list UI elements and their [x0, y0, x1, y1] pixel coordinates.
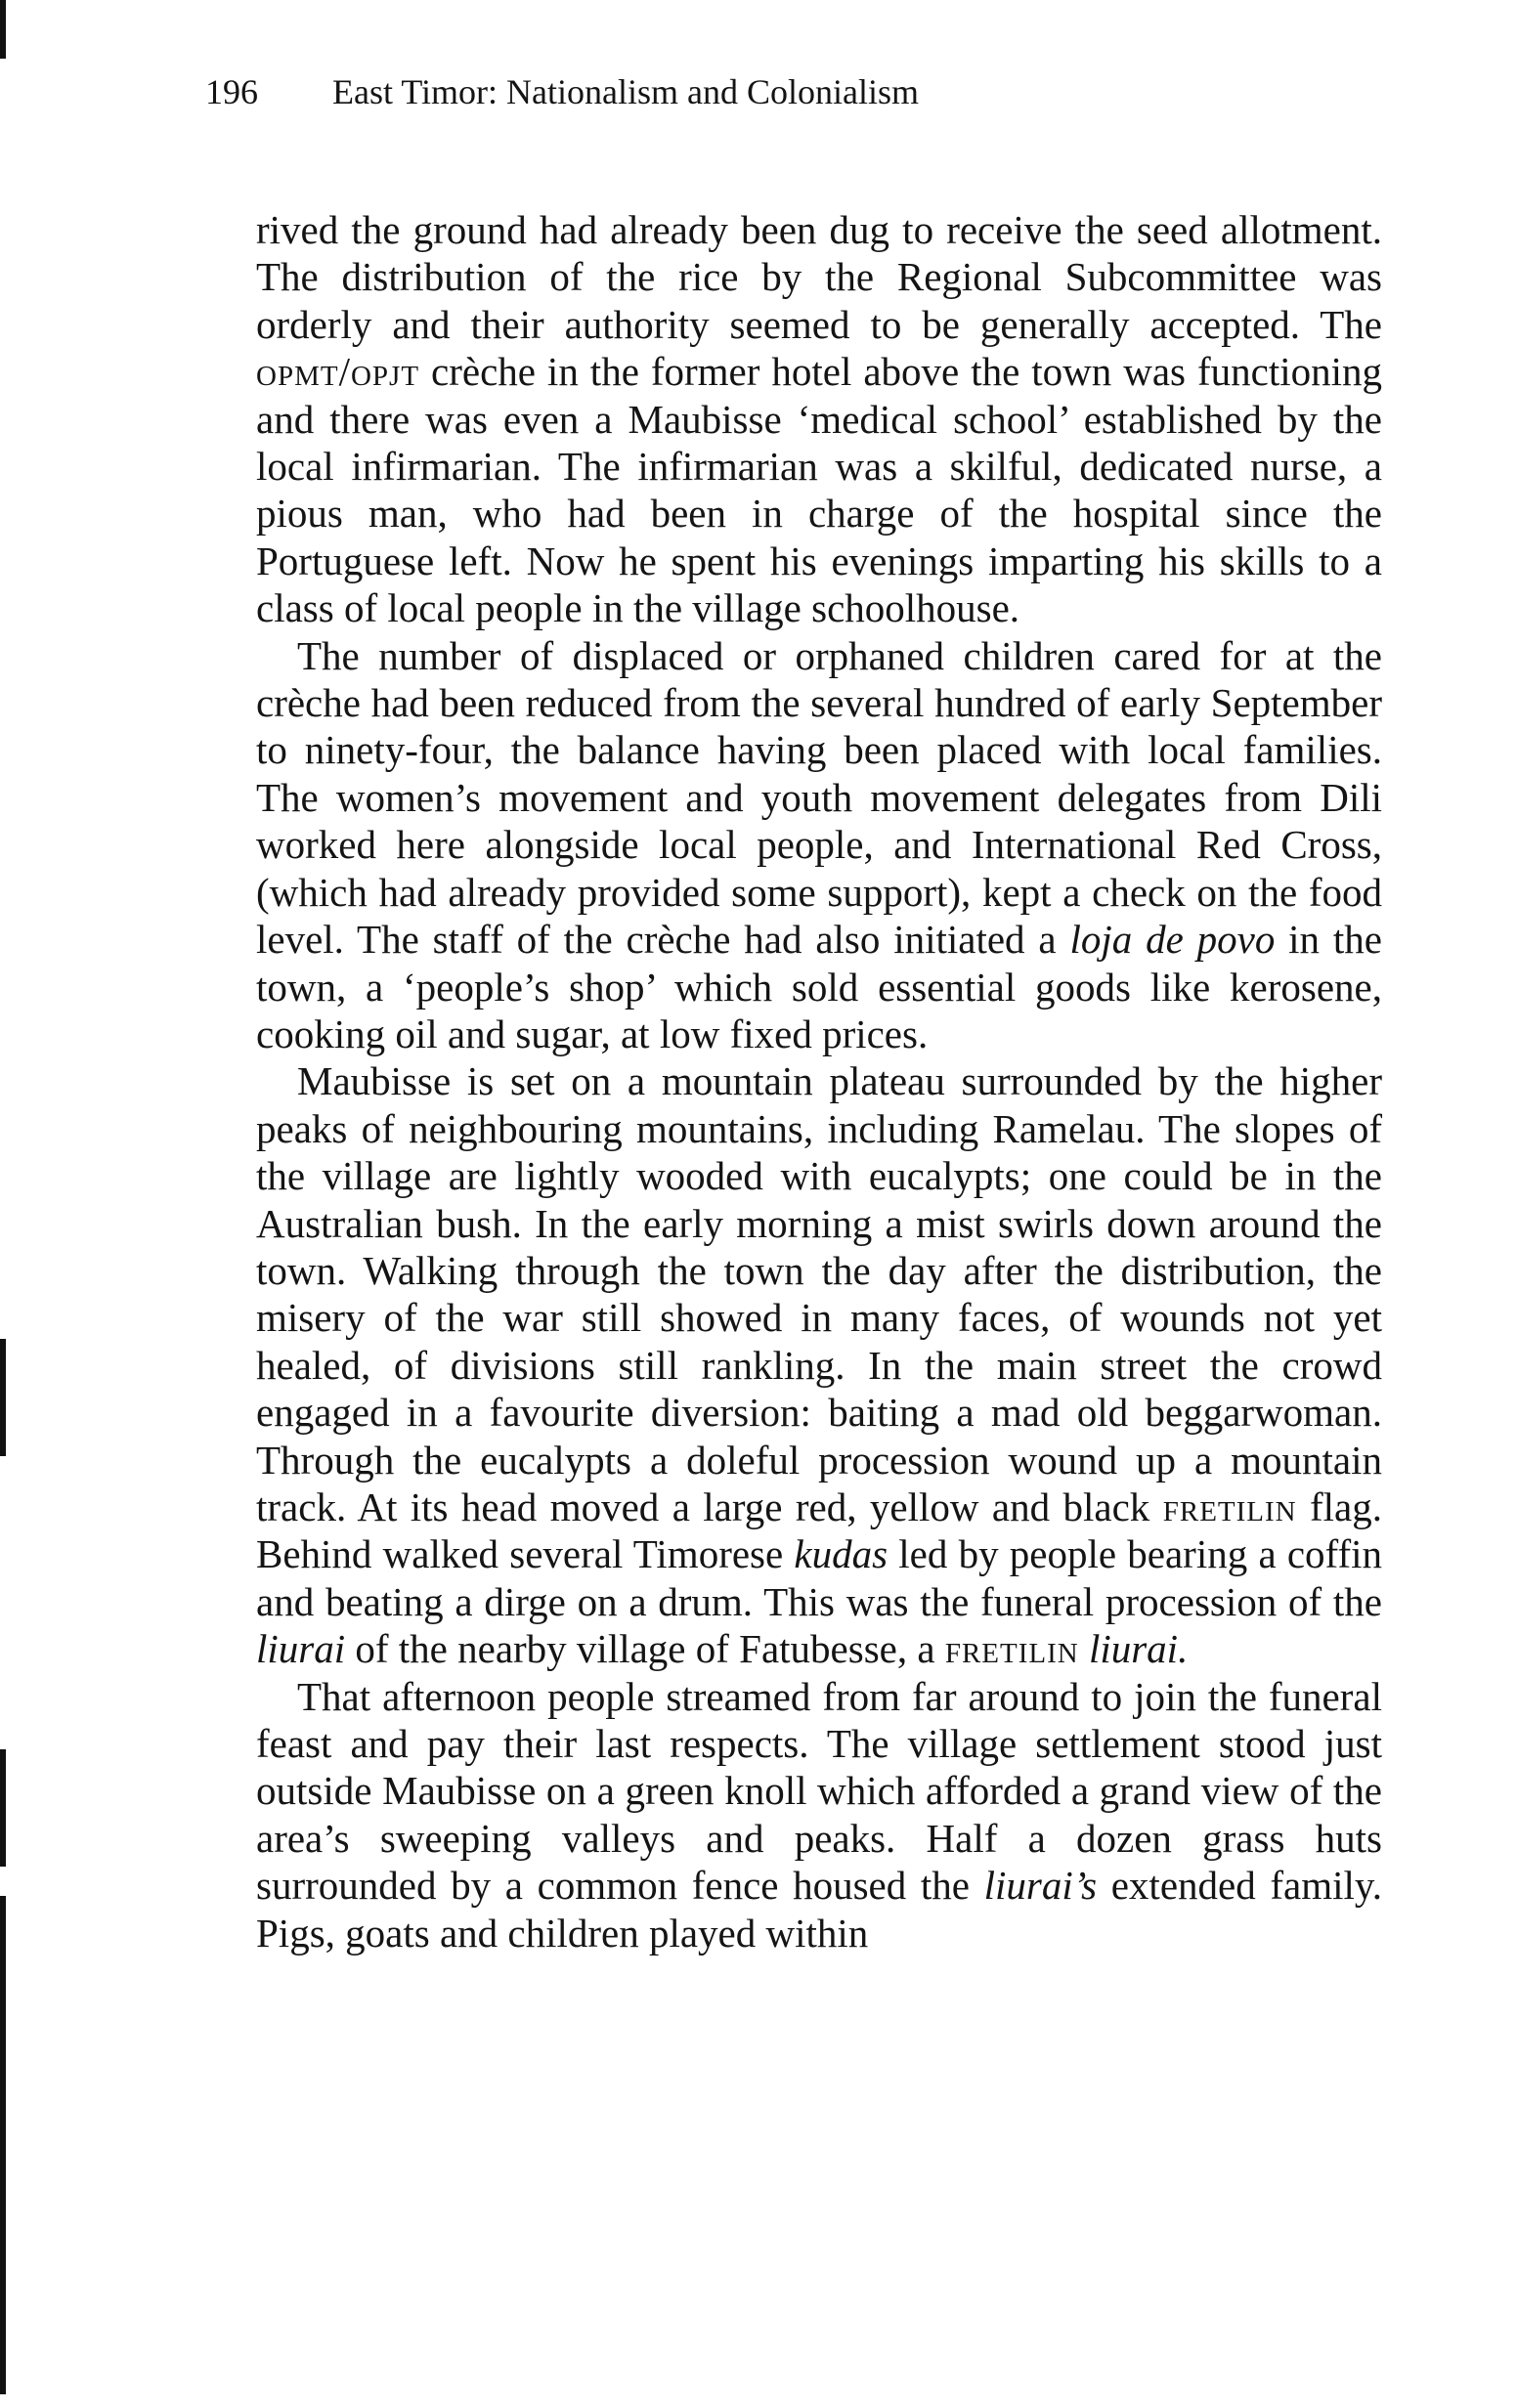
- paragraph-4: [256, 1673, 1382, 1956]
- text-run-smallcaps: opmt/opjt: [256, 349, 420, 395]
- paragraph-1: [256, 206, 1382, 632]
- text-run-italic: kudas: [794, 1531, 889, 1577]
- scan-edge-mark: [0, 1339, 6, 1456]
- text-run: rived the ground had already been dug to receive the seed allotment. The distribution of the rice by the Regional Subcommittee was orderly and their authority seemed to be generally accepted. The: [256, 207, 1382, 347]
- text-run: crèche in the former hotel above the town was functioning and there was even a Maubisse ‘medical school’ established by the local infirmarian. The infirmarian was a skilful, dedicated nurse, a pious man, who had been in charge of the hospital since the Portuguese left. Now he spent his evenings imparting his skills to a class of local people in the village schoolhouse.: [256, 349, 1382, 631]
- text-run-italic: liurai: [256, 1626, 346, 1672]
- paragraph-2: [256, 632, 1382, 1058]
- text-run: flag. Behind walked several Timorese: [256, 1484, 1382, 1577]
- scan-edge-mark: [0, 1896, 6, 2394]
- paragraph-3: [256, 1057, 1382, 1672]
- text-run-italic: liurai’s: [983, 1863, 1098, 1909]
- text-run-italic: liurai.: [1088, 1626, 1189, 1672]
- text-run: [1079, 1626, 1089, 1671]
- text-run-italic: loja de povo: [1069, 917, 1276, 963]
- body-text: [256, 206, 1382, 1956]
- text-run: The number of displaced or orphaned children cared for at the crèche had been reduced from the several hundred of early September to ninety-four, the balance having been placed with local families. The women’s movement and youth movement delegates from Dili worked here alongside local people, and International Red Cross, (which had already provided some support), kept a check on the food level. The staff of the crèche had also initiated a: [256, 632, 1382, 963]
- text-run: in the town, a ‘people’s shop’ which sold essential goods like kerosene, cooking oil and sugar, at low fixed prices.: [256, 917, 1382, 1056]
- text-run-smallcaps: fretilin: [1162, 1484, 1297, 1529]
- running-title: East Timor: Nationalism and Colonialism: [332, 72, 920, 111]
- text-run: extended family. Pigs, goats and children played within: [256, 1863, 1382, 1956]
- text-run: of the nearby village of Fatubesse, a: [345, 1626, 945, 1672]
- text-run: That afternoon people streamed from far around to join the funeral feast and pay their last respects. The village settlement stood just outside Maubisse on a green knoll which afforded a grand view of the area’s sweeping valleys and peaks. Half a dozen grass huts surrounded by a common fence housed the: [256, 1673, 1382, 1909]
- text-run: led by people bearing a coffin and beating a dirge on a drum. This was the funeral procession of the: [256, 1531, 1383, 1624]
- page-number: 196: [205, 72, 258, 111]
- scan-edge-mark: [0, 0, 6, 59]
- scan-edge-mark: [0, 1749, 6, 1867]
- text-run-smallcaps: fretilin: [944, 1626, 1079, 1672]
- running-header: [205, 70, 919, 113]
- text-run: Maubisse is set on a mountain plateau surrounded by the higher peaks of neighbouring mountains, including Ramelau. The slopes of the village are lightly wooded with eucalypts; one could be in the Australian bush. In the early morning a mist swirls down around the town. Walking through the town the day after the distribution, the misery of the war still showed in many faces, of wounds not yet healed, of divisions still rankling. In the main street the crowd engaged in a favourite diversion: baiting a mad old beggarwoman. Through the eucalypts a doleful procession wound up a mountain track. At its head moved a large red, yellow and black: [256, 1058, 1382, 1529]
